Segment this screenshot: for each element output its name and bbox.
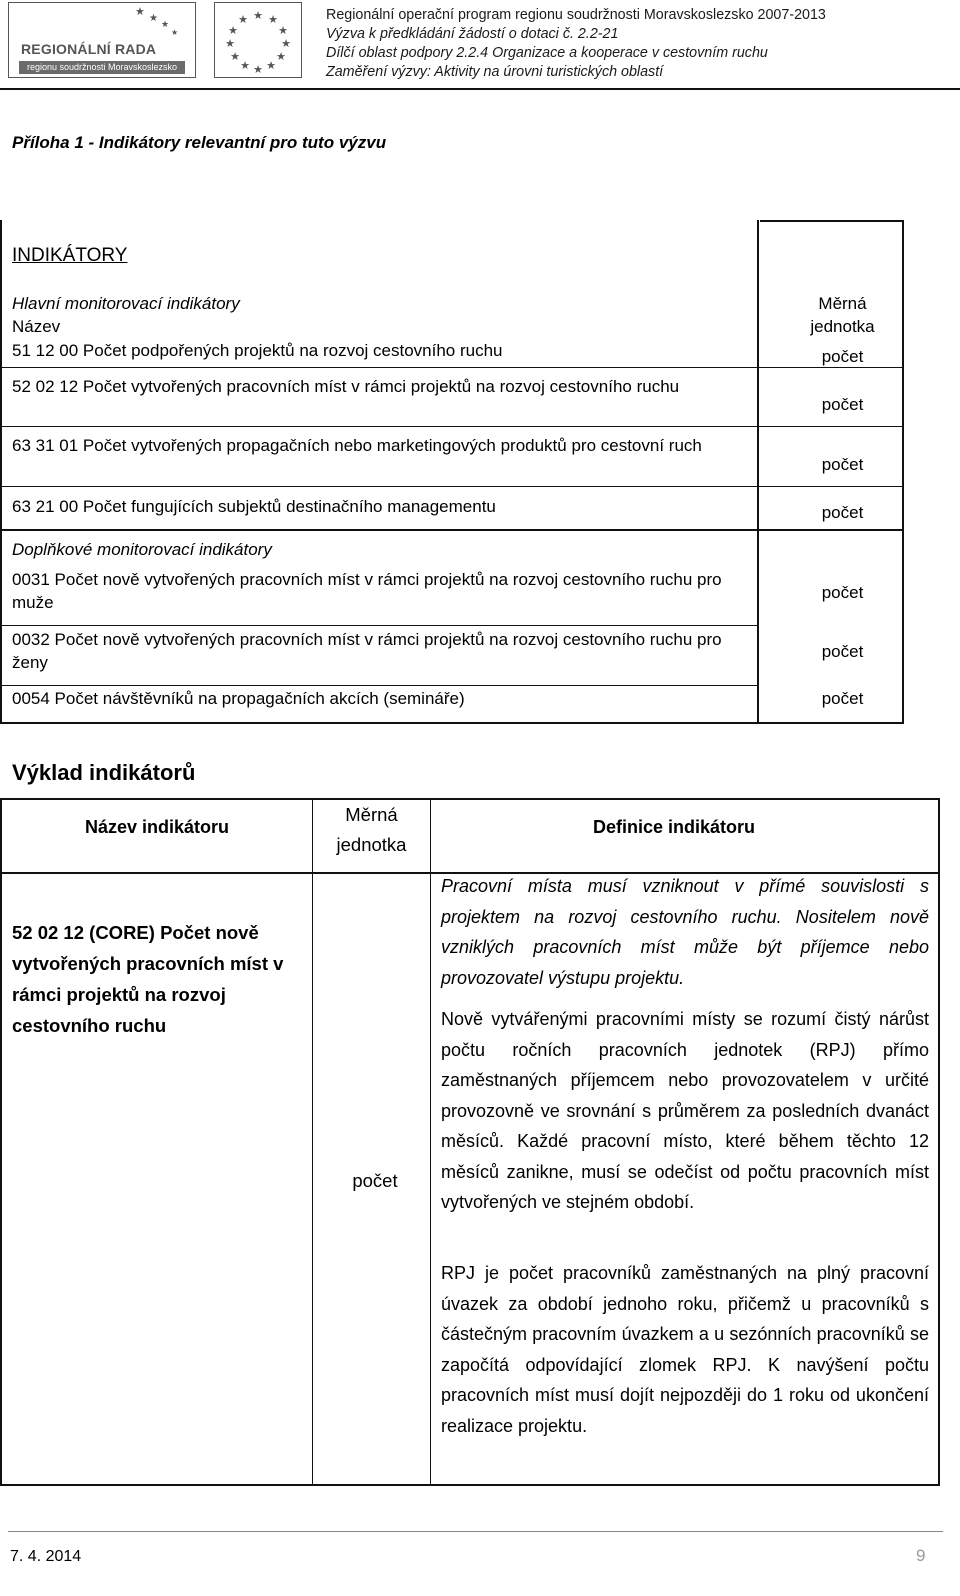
main-indicator-1: 51 12 00 Počet podpořených projektů na rozvoj cestovního ruchu xyxy=(12,341,503,360)
header-line-3: Dílčí oblast podpory 2.2.4 Organizace a kooperace v cestovním ruchu xyxy=(326,45,768,61)
extra-indicator-3: 0054 Počet návštěvníků na propagačních akcích (semináře) xyxy=(12,689,465,708)
logo-name: REGIONÁLNÍ RADA xyxy=(21,41,157,57)
extra-indicator-2: 0032 Počet nově vytvořených pracovních míst v rámci projektů na rozvoj cestovního ruchu pro ženy xyxy=(12,630,722,672)
main-indicator-4-unit: počet xyxy=(821,503,864,522)
main-indicator-3: 63 31 01 Počet vytvořených propagačních nebo marketingových produktů pro cestovní ruch xyxy=(12,436,702,455)
indicators-table xyxy=(0,220,920,734)
logo-subtitle: regionu soudržnosti Moravskoslezsko xyxy=(19,61,185,74)
table-border xyxy=(0,1484,940,1486)
col-unit-header xyxy=(313,800,430,860)
definition-paragraph-2: Nově vytvářenými pracovními místy se rozumí čistý nárůst počtu ročních pracovních jednotek (RPJ) přímo zaměstnaných příjemcem nebo provozovatelem v určité provozovně ve srovnání s průměrem za posledních dvanáct měsíců. Každé pracovní místo, které během těchto 12 měsíců zanikne, musí se odečíst od počtu pracovních míst vytvořených ve stejném období. xyxy=(441,1009,929,1212)
svg-text:★: ★ xyxy=(135,6,145,18)
eu-stars-icon xyxy=(215,3,301,77)
column-divider xyxy=(430,798,431,1486)
header-divider xyxy=(0,88,960,90)
footer-date: 7. 4. 2014 xyxy=(10,1548,82,1565)
extra-indicator-3-unit: počet xyxy=(821,689,864,708)
row-divider xyxy=(0,685,757,686)
indicators-heading: INDIKÁTORY xyxy=(12,245,128,266)
svg-text:★: ★ xyxy=(278,25,288,37)
main-indicator-2: 52 02 12 Počet vytvořených pracovních míst v rámci projektů na rozvoj cestovního ruchu xyxy=(12,377,680,396)
unit-label-line-2: jednotka xyxy=(810,317,875,336)
svg-text:★: ★ xyxy=(161,19,170,29)
svg-text:★: ★ xyxy=(240,60,250,72)
header-line-2: Výzva k předkládání žádostí o dotaci č. 2.2-21 xyxy=(326,26,619,42)
definition-paragraph-1: Pracovní místa musí vzniknout v přímé souvislosti s projektem na rozvoj cestovního ruchu. Nositelem nově vzniklých pracovních míst může být příjemce nebo provozovatel výstupu projektu. xyxy=(441,876,929,988)
table-border xyxy=(760,220,904,222)
svg-text:★: ★ xyxy=(238,14,248,26)
column-divider xyxy=(312,798,313,1486)
main-indicator-1-unit: počet xyxy=(821,347,864,366)
table-border xyxy=(0,798,940,800)
svg-text:★: ★ xyxy=(266,60,276,72)
col-name-header: Název indikátoru xyxy=(84,817,230,837)
name-label: Název xyxy=(12,317,61,336)
svg-text:★: ★ xyxy=(149,13,158,24)
svg-text:★: ★ xyxy=(228,25,238,37)
table-border xyxy=(0,722,904,724)
svg-text:★: ★ xyxy=(171,28,179,37)
svg-text:★: ★ xyxy=(253,64,263,76)
svg-text:★: ★ xyxy=(281,38,291,50)
row-divider xyxy=(0,625,757,626)
table-border xyxy=(0,798,2,1486)
main-indicator-2-unit: počet xyxy=(821,395,864,414)
col-unit-line-1: Měrná xyxy=(345,804,398,825)
attachment-title: Příloha 1 - Indikátory relevantní pro tuto výzvu xyxy=(12,133,387,152)
row-divider xyxy=(0,529,904,531)
extra-indicator-2-unit: počet xyxy=(821,642,864,661)
header-text xyxy=(326,6,826,82)
explanation-heading: Výklad indikátorů xyxy=(12,760,196,785)
table-border xyxy=(938,798,940,1486)
row-divider xyxy=(0,367,904,368)
extra-indicator-1: 0031 Počet nově vytvořených pracovních míst v rámci projektů na rozvoj cestovního ruchu pro muže xyxy=(12,570,722,612)
col-def-header: Definice indikátoru xyxy=(593,817,756,837)
footer-divider xyxy=(8,1531,943,1532)
svg-text:★: ★ xyxy=(225,38,235,50)
col-unit-line-2: jednotka xyxy=(336,834,407,855)
unit-label-line-1: Měrná xyxy=(818,294,867,313)
indicator-name-cell: 52 02 12 (CORE) Počet nově vytvořených pracovních míst v rámci projektů na rozvoj cestovního ruchu xyxy=(12,922,284,1036)
regional-council-logo xyxy=(8,2,196,78)
extra-indicators-heading: Doplňkové monitorovací indikátory xyxy=(12,540,272,559)
stars-icon xyxy=(125,5,185,41)
main-indicators-heading: Hlavní monitorovací indikátory xyxy=(12,294,240,313)
unit-label xyxy=(770,292,915,338)
eu-logo xyxy=(214,2,302,78)
svg-text:★: ★ xyxy=(276,51,286,63)
extra-indicator-1-unit: počet xyxy=(821,583,864,602)
row-divider xyxy=(0,486,904,487)
svg-text:★: ★ xyxy=(230,51,240,63)
header-line-4: Zaměření výzvy: Aktivity na úrovni turistických oblastí xyxy=(326,64,664,80)
header-line-1: Regionální operační program regionu soudržnosti Moravskoslezsko 2007-2013 xyxy=(326,7,826,23)
svg-text:★: ★ xyxy=(253,10,263,22)
table-border xyxy=(0,220,2,724)
indicator-unit-cell: počet xyxy=(352,1170,398,1191)
main-indicator-3-unit: počet xyxy=(821,455,864,474)
page-number: 9 xyxy=(916,1546,926,1565)
main-indicator-4: 63 21 00 Počet fungujících subjektů destinačního managementu xyxy=(12,497,496,516)
svg-text:★: ★ xyxy=(268,14,278,26)
row-divider xyxy=(0,426,904,427)
definition-paragraph-3: RPJ je počet pracovníků zaměstnaných na plný pracovní úvazek za období jednoho roku, přičemž u pracovníků s částečným pracovním úvazkem a u sezónních pracovníků se započítá odpovídající zlomek RPJ. K navýšení počtu pracovních míst musí dojít nejpozději do 1 roku od ukončení realizace projektu. xyxy=(441,1263,929,1436)
